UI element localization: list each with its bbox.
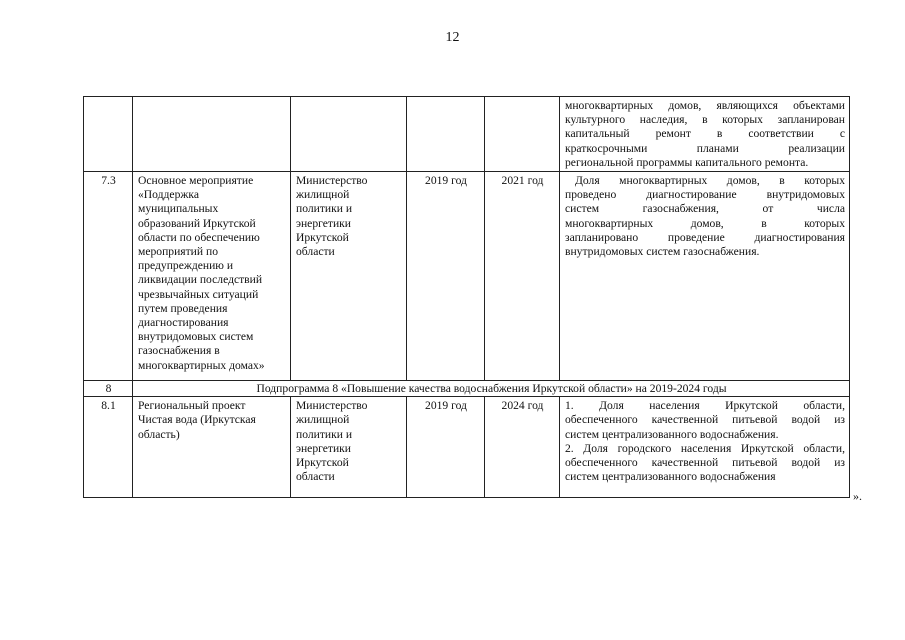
result-line: капитальный ремонт в соответствии с <box>565 127 845 141</box>
executor-line: области <box>296 470 335 484</box>
name-line: область) <box>138 427 180 441</box>
closing-quote-mark: ». <box>853 489 862 503</box>
result-line: 1. Доля населения Иркутской области, <box>565 399 845 413</box>
cell-end-year: 2021 год <box>485 172 560 381</box>
result-line: краткосрочными планами реализации <box>565 141 845 155</box>
executor-line: энергетики <box>296 441 351 455</box>
executor-line: области <box>296 245 335 259</box>
table-row-subprogram-8 <box>84 381 850 397</box>
cell-executor <box>291 97 407 172</box>
cell-result <box>560 97 850 172</box>
name-line: внутридомовых систем <box>138 330 254 344</box>
name-line: образований Иркутской <box>138 216 256 230</box>
executor-line: жилищной <box>296 413 350 427</box>
result-line: обеспеченного качественной питьевой водой из <box>565 456 845 470</box>
measures-table <box>83 96 850 498</box>
result-line: запланировано проведение диагностирования <box>565 230 845 244</box>
table-row-7-3 <box>84 172 850 381</box>
cell-number: 8.1 <box>84 397 133 498</box>
name-line: ликвидации последствий <box>138 273 263 287</box>
executor-line: жилищной <box>296 188 350 202</box>
cell-start-year: 2019 год <box>407 397 485 498</box>
result-line: внутридомовых систем газоснабжения. <box>565 245 760 259</box>
result-line: многоквартирных домов, в которых <box>565 216 845 230</box>
executor-line: Иркутской <box>296 456 349 470</box>
cell-executor <box>291 172 407 381</box>
cell-number: 8 <box>84 381 133 397</box>
executor-line: Министерство <box>296 174 368 188</box>
result-line: Доля многоквартирных домов, в которых <box>575 174 845 188</box>
name-line: Чистая вода (Иркутская <box>138 413 256 427</box>
name-line: Основное мероприятие <box>138 174 254 188</box>
executor-line: Иркутской <box>296 230 349 244</box>
name-line: предупреждению и <box>138 259 234 273</box>
result-line: многоквартирных домов, являющихся объектами <box>565 99 845 112</box>
executor-line: политики и <box>296 427 353 441</box>
result-line: региональной программы капитального ремонта. <box>565 155 809 169</box>
subprogram-title: Подпрограмма 8 «Повышение качества водоснабжения Иркутской области» на 2019-2024 годы <box>133 381 850 397</box>
result-line: проведено диагностирование внутридомовых <box>565 188 845 202</box>
name-line: муниципальных <box>138 202 219 216</box>
result-line: систем централизованного водоснабжения. <box>565 427 779 441</box>
table-row-8-1 <box>84 397 850 498</box>
result-line: обеспеченного качественной питьевой водой из <box>565 413 845 427</box>
cell-executor <box>291 397 407 498</box>
cell-name <box>133 97 291 172</box>
cell-result <box>560 172 850 381</box>
name-line: области по обеспечению <box>138 230 260 244</box>
result-line: 2. Доля городского населения Иркутской области, <box>565 441 845 455</box>
cell-end-year <box>485 97 560 172</box>
cell-end-year: 2024 год <box>485 397 560 498</box>
name-line: Региональный проект <box>138 399 246 413</box>
page-number: 12 <box>445 30 460 45</box>
cell-start-year <box>407 97 485 172</box>
cell-number: 7.3 <box>84 172 133 381</box>
name-line: многоквартирных домах» <box>138 358 265 372</box>
name-line: чрезвычайных ситуаций <box>138 287 259 301</box>
result-line: культурного наследия, в которых запланирован <box>565 113 845 127</box>
name-line: диагностирования <box>138 316 229 330</box>
name-line: газоснабжения в <box>138 344 220 358</box>
name-line: мероприятий по <box>138 245 218 259</box>
cell-start-year: 2019 год <box>407 172 485 381</box>
cell-name <box>133 397 291 498</box>
executor-line: политики и <box>296 202 353 216</box>
cell-name <box>133 172 291 381</box>
executor-line: Министерство <box>296 399 368 413</box>
name-line: путем проведения <box>138 301 228 315</box>
cell-number <box>84 97 133 172</box>
cell-result <box>560 397 850 498</box>
executor-line: энергетики <box>296 216 351 230</box>
result-line: систем газоснабжения, от числа <box>565 202 845 216</box>
table-row-continuation <box>84 97 850 172</box>
result-line: систем централизованного водоснабжения <box>565 470 776 484</box>
name-line: «Поддержка <box>138 188 199 202</box>
